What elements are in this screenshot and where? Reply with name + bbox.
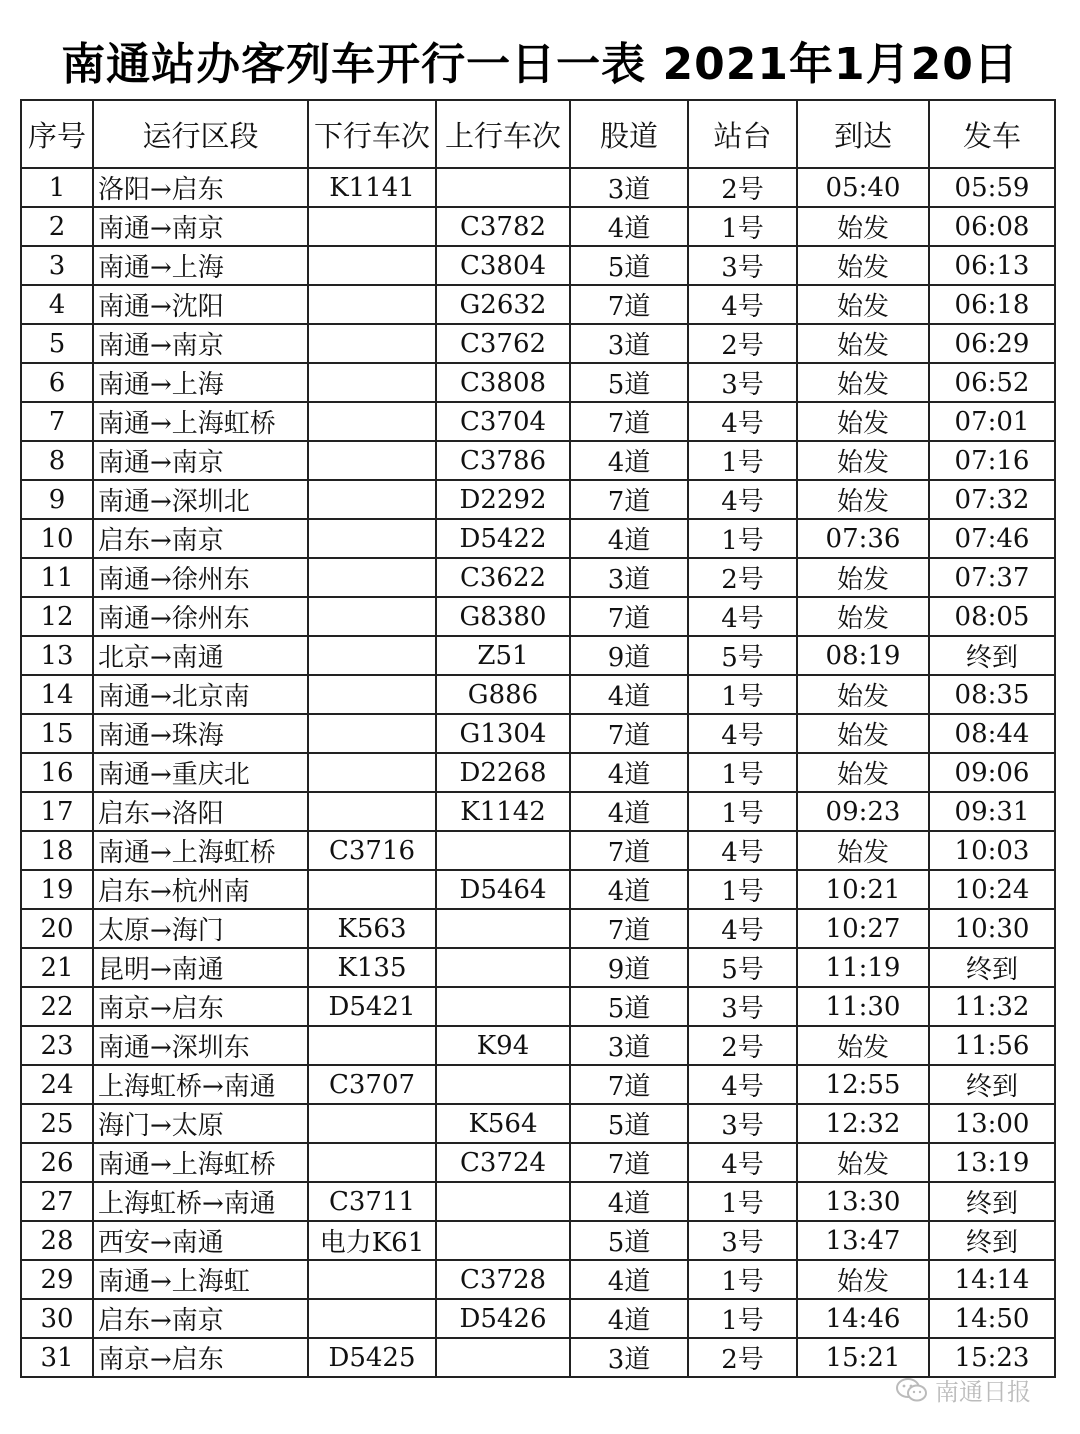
cell-up-train: D5422 — [436, 519, 570, 558]
header-track: 股道 — [570, 100, 688, 168]
table-row — [21, 714, 1055, 753]
cell-seq: 6 — [21, 363, 93, 402]
cell-track: 4道 — [570, 675, 688, 714]
cell-track: 4道 — [570, 1299, 688, 1338]
cell-track: 7道 — [570, 480, 688, 519]
cell-seq: 23 — [21, 1026, 93, 1065]
cell-arrival: 11:19 — [797, 948, 929, 987]
cell-up-train — [436, 1065, 570, 1104]
cell-arrival: 始发 — [797, 597, 929, 636]
cell-down-train: D5425 — [308, 1338, 436, 1377]
cell-departure: 08:35 — [929, 675, 1055, 714]
cell-arrival: 始发 — [797, 207, 929, 246]
cell-route: 南通→徐州东 — [93, 597, 308, 636]
cell-seq: 4 — [21, 285, 93, 324]
table-row — [21, 246, 1055, 285]
table-row — [21, 831, 1055, 870]
cell-route: 上海虹桥→南通 — [93, 1065, 308, 1104]
cell-arrival: 始发 — [797, 480, 929, 519]
cell-platform: 1号 — [688, 753, 797, 792]
cell-up-train: C3804 — [436, 246, 570, 285]
cell-departure: 09:06 — [929, 753, 1055, 792]
cell-platform: 5号 — [688, 636, 797, 675]
cell-platform: 2号 — [688, 1338, 797, 1377]
cell-route: 南通→北京南 — [93, 675, 308, 714]
table-row — [21, 909, 1055, 948]
cell-route: 北京→南通 — [93, 636, 308, 675]
cell-route: 太原→海门 — [93, 909, 308, 948]
cell-up-train: C3762 — [436, 324, 570, 363]
cell-seq: 7 — [21, 402, 93, 441]
cell-track: 3道 — [570, 1026, 688, 1065]
cell-departure: 10:30 — [929, 909, 1055, 948]
cell-platform: 1号 — [688, 1182, 797, 1221]
cell-up-train: D2292 — [436, 480, 570, 519]
cell-platform: 2号 — [688, 558, 797, 597]
table-row — [21, 948, 1055, 987]
cell-seq: 2 — [21, 207, 93, 246]
cell-track: 4道 — [570, 1260, 688, 1299]
table-row — [21, 441, 1055, 480]
cell-departure: 08:44 — [929, 714, 1055, 753]
cell-seq: 15 — [21, 714, 93, 753]
cell-up-train: D2268 — [436, 753, 570, 792]
table-row — [21, 558, 1055, 597]
cell-down-train — [308, 246, 436, 285]
cell-departure: 07:32 — [929, 480, 1055, 519]
cell-track: 9道 — [570, 636, 688, 675]
cell-down-train — [308, 1026, 436, 1065]
cell-route: 启东→南京 — [93, 519, 308, 558]
watermark — [895, 1372, 1031, 1407]
cell-track: 7道 — [570, 597, 688, 636]
table-row — [21, 402, 1055, 441]
table-row — [21, 870, 1055, 909]
cell-platform: 3号 — [688, 1104, 797, 1143]
cell-track: 5道 — [570, 363, 688, 402]
cell-down-train: D5421 — [308, 987, 436, 1026]
cell-departure: 10:24 — [929, 870, 1055, 909]
cell-down-train: K563 — [308, 909, 436, 948]
cell-seq: 11 — [21, 558, 93, 597]
cell-up-train — [436, 1338, 570, 1377]
cell-departure: 07:01 — [929, 402, 1055, 441]
cell-departure: 终到 — [929, 1065, 1055, 1104]
cell-seq: 21 — [21, 948, 93, 987]
table-row — [21, 675, 1055, 714]
cell-platform: 4号 — [688, 909, 797, 948]
cell-platform: 4号 — [688, 285, 797, 324]
table-row — [21, 1143, 1055, 1182]
cell-track: 7道 — [570, 714, 688, 753]
table-row — [21, 1065, 1055, 1104]
cell-down-train — [308, 441, 436, 480]
cell-up-train: K94 — [436, 1026, 570, 1065]
header-up-train: 上行车次 — [436, 100, 570, 168]
cell-down-train — [308, 363, 436, 402]
header-route: 运行区段 — [93, 100, 308, 168]
cell-arrival: 11:30 — [797, 987, 929, 1026]
cell-platform: 3号 — [688, 987, 797, 1026]
cell-arrival: 始发 — [797, 1026, 929, 1065]
cell-platform: 3号 — [688, 363, 797, 402]
cell-departure: 07:46 — [929, 519, 1055, 558]
cell-track: 4道 — [570, 519, 688, 558]
cell-platform: 3号 — [688, 246, 797, 285]
cell-seq: 25 — [21, 1104, 93, 1143]
cell-route: 昆明→南通 — [93, 948, 308, 987]
cell-track: 7道 — [570, 909, 688, 948]
cell-down-train: C3707 — [308, 1065, 436, 1104]
cell-up-train: C3704 — [436, 402, 570, 441]
watermark-text: 南通日报 — [935, 1378, 1031, 1406]
cell-route: 南通→上海 — [93, 363, 308, 402]
cell-seq: 29 — [21, 1260, 93, 1299]
cell-track: 3道 — [570, 324, 688, 363]
cell-down-train: K1141 — [308, 168, 436, 207]
cell-seq: 24 — [21, 1065, 93, 1104]
cell-departure: 06:18 — [929, 285, 1055, 324]
cell-up-train: K564 — [436, 1104, 570, 1143]
cell-seq: 26 — [21, 1143, 93, 1182]
cell-arrival: 始发 — [797, 246, 929, 285]
cell-platform: 4号 — [688, 480, 797, 519]
cell-up-train: C3782 — [436, 207, 570, 246]
cell-seq: 22 — [21, 987, 93, 1026]
cell-departure: 09:31 — [929, 792, 1055, 831]
cell-seq: 19 — [21, 870, 93, 909]
cell-track: 7道 — [570, 1143, 688, 1182]
table-row — [21, 792, 1055, 831]
table-row — [21, 987, 1055, 1026]
cell-seq: 28 — [21, 1221, 93, 1260]
cell-departure: 终到 — [929, 948, 1055, 987]
cell-platform: 1号 — [688, 519, 797, 558]
cell-departure: 11:32 — [929, 987, 1055, 1026]
table-row — [21, 1182, 1055, 1221]
cell-track: 4道 — [570, 792, 688, 831]
cell-platform: 1号 — [688, 675, 797, 714]
cell-platform: 4号 — [688, 1065, 797, 1104]
header-seq: 序号 — [21, 100, 93, 168]
cell-up-train: G2632 — [436, 285, 570, 324]
cell-departure: 06:29 — [929, 324, 1055, 363]
cell-up-train: D5426 — [436, 1299, 570, 1338]
cell-route: 南通→上海虹桥 — [93, 1143, 308, 1182]
cell-up-train: Z51 — [436, 636, 570, 675]
cell-route: 南通→上海 — [93, 246, 308, 285]
cell-seq: 1 — [21, 168, 93, 207]
table-row — [21, 207, 1055, 246]
cell-arrival: 09:23 — [797, 792, 929, 831]
cell-down-train — [308, 480, 436, 519]
cell-track: 5道 — [570, 246, 688, 285]
cell-arrival: 始发 — [797, 558, 929, 597]
cell-route: 南通→南京 — [93, 324, 308, 363]
cell-track: 4道 — [570, 441, 688, 480]
cell-route: 南通→深圳北 — [93, 480, 308, 519]
cell-down-train — [308, 519, 436, 558]
cell-seq: 16 — [21, 753, 93, 792]
cell-arrival: 始发 — [797, 402, 929, 441]
cell-up-train — [436, 909, 570, 948]
cell-up-train — [436, 1182, 570, 1221]
cell-departure: 06:52 — [929, 363, 1055, 402]
cell-down-train — [308, 792, 436, 831]
cell-arrival: 始发 — [797, 324, 929, 363]
schedule-body — [21, 168, 1055, 1377]
cell-seq: 10 — [21, 519, 93, 558]
cell-platform: 4号 — [688, 831, 797, 870]
cell-down-train — [308, 636, 436, 675]
cell-arrival: 12:32 — [797, 1104, 929, 1143]
cell-departure: 终到 — [929, 1221, 1055, 1260]
cell-track: 5道 — [570, 987, 688, 1026]
cell-route: 南通→重庆北 — [93, 753, 308, 792]
cell-track: 5道 — [570, 1104, 688, 1143]
cell-arrival: 15:21 — [797, 1338, 929, 1377]
cell-arrival: 始发 — [797, 1260, 929, 1299]
cell-departure: 14:50 — [929, 1299, 1055, 1338]
cell-platform: 5号 — [688, 948, 797, 987]
cell-arrival: 10:21 — [797, 870, 929, 909]
cell-seq: 27 — [21, 1182, 93, 1221]
cell-departure: 13:19 — [929, 1143, 1055, 1182]
cell-departure: 05:59 — [929, 168, 1055, 207]
cell-platform: 4号 — [688, 402, 797, 441]
cell-track: 9道 — [570, 948, 688, 987]
cell-seq: 30 — [21, 1299, 93, 1338]
cell-route: 南通→上海虹桥 — [93, 831, 308, 870]
header-down-train: 下行车次 — [308, 100, 436, 168]
cell-arrival: 08:19 — [797, 636, 929, 675]
cell-up-train: C3728 — [436, 1260, 570, 1299]
cell-arrival: 始发 — [797, 675, 929, 714]
cell-track: 5道 — [570, 1221, 688, 1260]
cell-arrival: 始发 — [797, 1143, 929, 1182]
cell-seq: 5 — [21, 324, 93, 363]
cell-down-train — [308, 285, 436, 324]
cell-arrival: 07:36 — [797, 519, 929, 558]
cell-departure: 15:23 — [929, 1338, 1055, 1377]
cell-down-train — [308, 324, 436, 363]
table-row — [21, 1260, 1055, 1299]
cell-down-train — [308, 1299, 436, 1338]
cell-departure: 11:56 — [929, 1026, 1055, 1065]
cell-down-train — [308, 753, 436, 792]
cell-seq: 14 — [21, 675, 93, 714]
cell-departure: 08:05 — [929, 597, 1055, 636]
cell-up-train: C3808 — [436, 363, 570, 402]
header-arrival: 到达 — [797, 100, 929, 168]
cell-track: 4道 — [570, 1182, 688, 1221]
table-row — [21, 1299, 1055, 1338]
cell-departure: 13:00 — [929, 1104, 1055, 1143]
cell-route: 南通→上海虹桥 — [93, 402, 308, 441]
cell-up-train: K1142 — [436, 792, 570, 831]
cell-up-train: C3724 — [436, 1143, 570, 1182]
cell-departure: 14:14 — [929, 1260, 1055, 1299]
cell-track: 4道 — [570, 207, 688, 246]
header-departure: 发车 — [929, 100, 1055, 168]
cell-up-train: C3622 — [436, 558, 570, 597]
cell-down-train — [308, 675, 436, 714]
cell-platform: 4号 — [688, 1143, 797, 1182]
cell-track: 7道 — [570, 1065, 688, 1104]
cell-track: 7道 — [570, 831, 688, 870]
cell-arrival: 10:27 — [797, 909, 929, 948]
cell-seq: 20 — [21, 909, 93, 948]
wechat-icon — [895, 1377, 929, 1403]
cell-seq: 8 — [21, 441, 93, 480]
cell-arrival: 05:40 — [797, 168, 929, 207]
cell-departure: 07:16 — [929, 441, 1055, 480]
cell-up-train: G886 — [436, 675, 570, 714]
cell-down-train — [308, 207, 436, 246]
cell-track: 3道 — [570, 558, 688, 597]
cell-route: 南通→南京 — [93, 207, 308, 246]
cell-arrival: 14:46 — [797, 1299, 929, 1338]
cell-seq: 12 — [21, 597, 93, 636]
cell-platform: 4号 — [688, 714, 797, 753]
cell-route: 启东→洛阳 — [93, 792, 308, 831]
cell-seq: 17 — [21, 792, 93, 831]
cell-route: 南通→珠海 — [93, 714, 308, 753]
cell-route: 启东→杭州南 — [93, 870, 308, 909]
cell-route: 南京→启东 — [93, 987, 308, 1026]
cell-departure: 07:37 — [929, 558, 1055, 597]
cell-seq: 13 — [21, 636, 93, 675]
schedule-table — [20, 99, 1056, 1378]
cell-up-train — [436, 168, 570, 207]
cell-up-train: G8380 — [436, 597, 570, 636]
cell-platform: 1号 — [688, 441, 797, 480]
cell-down-train — [308, 1104, 436, 1143]
table-row — [21, 285, 1055, 324]
cell-arrival: 始发 — [797, 441, 929, 480]
cell-route: 启东→南京 — [93, 1299, 308, 1338]
cell-track: 3道 — [570, 1338, 688, 1377]
cell-arrival: 始发 — [797, 285, 929, 324]
cell-route: 南通→深圳东 — [93, 1026, 308, 1065]
cell-down-train — [308, 402, 436, 441]
cell-departure: 终到 — [929, 636, 1055, 675]
cell-platform: 1号 — [688, 870, 797, 909]
cell-arrival: 12:55 — [797, 1065, 929, 1104]
cell-route: 上海虹桥→南通 — [93, 1182, 308, 1221]
header-platform: 站台 — [688, 100, 797, 168]
cell-track: 7道 — [570, 402, 688, 441]
cell-seq: 31 — [21, 1338, 93, 1377]
cell-seq: 9 — [21, 480, 93, 519]
cell-down-train: C3711 — [308, 1182, 436, 1221]
cell-seq: 18 — [21, 831, 93, 870]
cell-down-train — [308, 870, 436, 909]
cell-up-train — [436, 948, 570, 987]
cell-down-train — [308, 558, 436, 597]
table-row — [21, 1026, 1055, 1065]
cell-up-train: C3786 — [436, 441, 570, 480]
table-row — [21, 636, 1055, 675]
table-row — [21, 1221, 1055, 1260]
table-row — [21, 597, 1055, 636]
cell-up-train — [436, 831, 570, 870]
cell-departure: 06:13 — [929, 246, 1055, 285]
cell-down-train — [308, 1143, 436, 1182]
cell-down-train: C3716 — [308, 831, 436, 870]
cell-track: 7道 — [570, 285, 688, 324]
cell-down-train: 电力K61 — [308, 1221, 436, 1260]
table-row — [21, 519, 1055, 558]
cell-arrival: 始发 — [797, 831, 929, 870]
cell-down-train — [308, 597, 436, 636]
cell-arrival: 始发 — [797, 714, 929, 753]
table-row — [21, 480, 1055, 519]
cell-route: 南通→沈阳 — [93, 285, 308, 324]
cell-platform: 1号 — [688, 207, 797, 246]
cell-platform: 1号 — [688, 1299, 797, 1338]
cell-departure: 终到 — [929, 1182, 1055, 1221]
cell-route: 南通→上海虹 — [93, 1260, 308, 1299]
cell-platform: 2号 — [688, 324, 797, 363]
cell-track: 3道 — [570, 168, 688, 207]
header-row — [21, 100, 1055, 168]
cell-route: 洛阳→启东 — [93, 168, 308, 207]
table-row — [21, 324, 1055, 363]
cell-platform: 2号 — [688, 1026, 797, 1065]
cell-track: 4道 — [570, 753, 688, 792]
cell-up-train — [436, 987, 570, 1026]
cell-platform: 1号 — [688, 792, 797, 831]
cell-route: 西安→南通 — [93, 1221, 308, 1260]
table-row — [21, 363, 1055, 402]
cell-arrival: 13:30 — [797, 1182, 929, 1221]
cell-seq: 3 — [21, 246, 93, 285]
cell-up-train — [436, 1221, 570, 1260]
cell-down-train: K135 — [308, 948, 436, 987]
table-row — [21, 1104, 1055, 1143]
cell-platform: 3号 — [688, 1221, 797, 1260]
table-row — [21, 753, 1055, 792]
cell-arrival: 始发 — [797, 363, 929, 402]
cell-track: 4道 — [570, 870, 688, 909]
cell-down-train — [308, 1260, 436, 1299]
table-row — [21, 168, 1055, 207]
cell-route: 南通→徐州东 — [93, 558, 308, 597]
cell-platform: 4号 — [688, 597, 797, 636]
cell-down-train — [308, 714, 436, 753]
cell-departure: 06:08 — [929, 207, 1055, 246]
cell-platform: 1号 — [688, 1260, 797, 1299]
cell-route: 海门→太原 — [93, 1104, 308, 1143]
cell-departure: 10:03 — [929, 831, 1055, 870]
cell-arrival: 始发 — [797, 753, 929, 792]
cell-route: 南通→南京 — [93, 441, 308, 480]
page-title: 南通站办客列车开行一日一表 2021年1月20日 — [61, 39, 1019, 90]
cell-arrival: 13:47 — [797, 1221, 929, 1260]
cell-platform: 2号 — [688, 168, 797, 207]
cell-route: 南京→启东 — [93, 1338, 308, 1377]
cell-up-train: G1304 — [436, 714, 570, 753]
cell-up-train: D5464 — [436, 870, 570, 909]
